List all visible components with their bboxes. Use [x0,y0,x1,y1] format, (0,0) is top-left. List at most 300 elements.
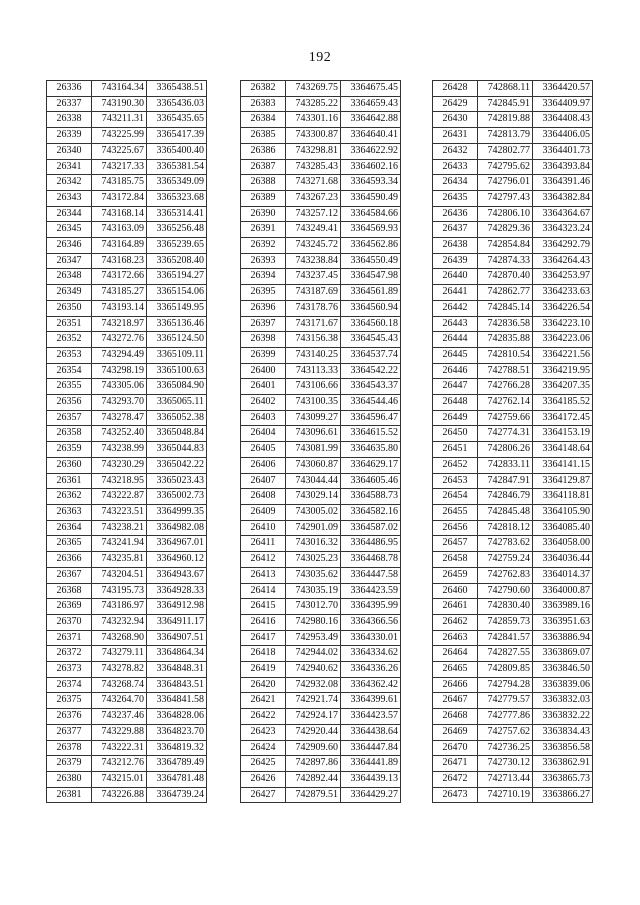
table-row [241,81,401,97]
x-coordinate-cell: 742944.02 [286,646,341,662]
x-coordinate-cell: 743267.23 [286,190,341,206]
x-coordinate-cell: 743245.72 [286,238,341,254]
x-coordinate-cell: 743225.67 [92,143,147,159]
x-coordinate-cell: 742859.73 [478,614,533,630]
y-coordinate-cell: 3364420.57 [533,81,593,97]
point-id-cell: 26417 [241,630,286,646]
x-coordinate-cell: 743029.14 [286,489,341,505]
y-coordinate-cell: 3364622.92 [341,143,401,159]
y-coordinate-cell: 3365381.54 [147,159,207,175]
point-id-cell: 26445 [433,347,478,363]
point-id-cell: 26440 [433,269,478,285]
x-coordinate-cell: 743212.76 [92,756,147,772]
y-coordinate-cell: 3364843.51 [147,677,207,693]
point-id-cell: 26358 [47,426,92,442]
table-row [47,175,207,191]
point-id-cell: 26398 [241,332,286,348]
point-id-cell: 26457 [433,536,478,552]
y-coordinate-cell: 3364602.16 [341,159,401,175]
point-id-cell: 26348 [47,269,92,285]
y-coordinate-cell: 3363834.43 [533,724,593,740]
y-coordinate-cell: 3364366.56 [341,614,401,630]
x-coordinate-cell: 743204.51 [92,567,147,583]
table-row [47,693,207,709]
table-row [47,614,207,630]
y-coordinate-cell: 3364447.58 [341,567,401,583]
coordinate-table-2 [240,80,401,803]
coordinate-table-3 [432,80,593,803]
x-coordinate-cell: 742924.17 [286,709,341,725]
table-row [433,740,593,756]
table-row [241,771,401,787]
x-coordinate-cell: 742759.24 [478,552,533,568]
table-row [433,190,593,206]
x-coordinate-cell: 742854.84 [478,238,533,254]
point-id-cell: 26364 [47,520,92,536]
y-coordinate-cell: 3364438.64 [341,724,401,740]
x-coordinate-cell: 743171.67 [286,316,341,332]
x-coordinate-cell: 742901.09 [286,520,341,536]
x-coordinate-cell: 743186.97 [92,599,147,615]
table-row [47,347,207,363]
point-id-cell: 26372 [47,646,92,662]
x-coordinate-cell: 743113.33 [286,363,341,379]
x-coordinate-cell: 743249.41 [286,222,341,238]
table-row [47,426,207,442]
table-row [47,112,207,128]
y-coordinate-cell: 3364362.42 [341,677,401,693]
x-coordinate-cell: 742736.25 [478,740,533,756]
point-id-cell: 26378 [47,740,92,756]
point-id-cell: 26459 [433,567,478,583]
x-coordinate-cell: 743164.89 [92,238,147,254]
table-row [47,363,207,379]
point-id-cell: 26415 [241,599,286,615]
table-row [47,724,207,740]
x-coordinate-cell: 743185.75 [92,175,147,191]
y-coordinate-cell: 3364399.61 [341,693,401,709]
table-row [241,504,401,520]
x-coordinate-cell: 743218.95 [92,473,147,489]
table-row [47,442,207,458]
y-coordinate-cell: 3364395.99 [341,599,401,615]
table-row [433,363,593,379]
point-id-cell: 26345 [47,222,92,238]
x-coordinate-cell: 743278.47 [92,410,147,426]
x-coordinate-cell: 742795.62 [478,159,533,175]
x-coordinate-cell: 743279.11 [92,646,147,662]
table-row [433,269,593,285]
point-id-cell: 26382 [241,81,286,97]
y-coordinate-cell: 3364588.73 [341,489,401,505]
y-coordinate-cell: 3365149.95 [147,300,207,316]
point-id-cell: 26409 [241,504,286,520]
x-coordinate-cell: 742777.86 [478,709,533,725]
x-coordinate-cell: 743285.22 [286,96,341,112]
x-coordinate-cell: 743168.23 [92,253,147,269]
point-id-cell: 26339 [47,128,92,144]
table-row [241,756,401,772]
table-row [433,787,593,803]
table-row [241,316,401,332]
table-row [47,504,207,520]
point-id-cell: 26421 [241,693,286,709]
x-coordinate-cell: 742806.10 [478,206,533,222]
y-coordinate-cell: 3365124.50 [147,332,207,348]
table-row [433,756,593,772]
x-coordinate-cell: 742830.40 [478,599,533,615]
table-row [47,143,207,159]
point-id-cell: 26413 [241,567,286,583]
x-coordinate-cell: 743305.06 [92,379,147,395]
table-row [433,395,593,411]
y-coordinate-cell: 3365023.43 [147,473,207,489]
y-coordinate-cell: 3365109.11 [147,347,207,363]
y-coordinate-cell: 3365256.48 [147,222,207,238]
table-row [241,520,401,536]
point-id-cell: 26342 [47,175,92,191]
point-id-cell: 26437 [433,222,478,238]
x-coordinate-cell: 743035.62 [286,567,341,583]
point-id-cell: 26411 [241,536,286,552]
y-coordinate-cell: 3365323.68 [147,190,207,206]
y-coordinate-cell: 3364640.41 [341,128,401,144]
table-row [241,740,401,756]
x-coordinate-cell: 742762.83 [478,567,533,583]
y-coordinate-cell: 3364659.43 [341,96,401,112]
point-id-cell: 26344 [47,206,92,222]
x-coordinate-cell: 742710.19 [478,787,533,803]
x-coordinate-cell: 743271.68 [286,175,341,191]
table-row [47,646,207,662]
y-coordinate-cell: 3365044.83 [147,442,207,458]
point-id-cell: 26381 [47,787,92,803]
y-coordinate-cell: 3364085.40 [533,520,593,536]
y-coordinate-cell: 3364635.80 [341,442,401,458]
table-row [241,724,401,740]
point-id-cell: 26379 [47,756,92,772]
table-row [47,709,207,725]
point-id-cell: 26390 [241,206,286,222]
y-coordinate-cell: 3364423.57 [341,709,401,725]
table-row [241,457,401,473]
y-coordinate-cell: 3364330.01 [341,630,401,646]
y-coordinate-cell: 3364486.95 [341,536,401,552]
table-row [241,143,401,159]
x-coordinate-cell: 742845.91 [478,96,533,112]
x-coordinate-cell: 743106.66 [286,379,341,395]
table-row [241,363,401,379]
x-coordinate-cell: 743005.02 [286,504,341,520]
x-coordinate-cell: 742862.77 [478,285,533,301]
y-coordinate-cell: 3365002.73 [147,489,207,505]
table-row [433,599,593,615]
point-id-cell: 26397 [241,316,286,332]
table-row [241,96,401,112]
table-row [433,552,593,568]
point-id-cell: 26386 [241,143,286,159]
table-row [433,442,593,458]
point-id-cell: 26362 [47,489,92,505]
y-coordinate-cell: 3363989.16 [533,599,593,615]
x-coordinate-cell: 743168.14 [92,206,147,222]
table-row [241,222,401,238]
table-row [47,520,207,536]
x-coordinate-cell: 742813.79 [478,128,533,144]
x-coordinate-cell: 743252.40 [92,426,147,442]
table-row [241,646,401,662]
y-coordinate-cell: 3364014.37 [533,567,593,583]
y-coordinate-cell: 3364423.59 [341,583,401,599]
point-id-cell: 26396 [241,300,286,316]
y-coordinate-cell: 3364406.05 [533,128,593,144]
y-coordinate-cell: 3364000.87 [533,583,593,599]
point-id-cell: 26368 [47,583,92,599]
point-id-cell: 26405 [241,442,286,458]
table-row [241,347,401,363]
x-coordinate-cell: 743222.87 [92,489,147,505]
y-coordinate-cell: 3365314.41 [147,206,207,222]
table-row [433,285,593,301]
table-row [241,379,401,395]
point-id-cell: 26375 [47,693,92,709]
table-row [241,662,401,678]
table-row [241,253,401,269]
x-coordinate-cell: 743185.27 [92,285,147,301]
point-id-cell: 26423 [241,724,286,740]
table-row [241,300,401,316]
point-id-cell: 26366 [47,552,92,568]
table-row [47,300,207,316]
x-coordinate-cell: 742909.60 [286,740,341,756]
x-coordinate-cell: 743238.84 [286,253,341,269]
table-row [433,583,593,599]
point-id-cell: 26418 [241,646,286,662]
table-row [433,316,593,332]
point-id-cell: 26428 [433,81,478,97]
y-coordinate-cell: 3364928.33 [147,583,207,599]
x-coordinate-cell: 743223.51 [92,504,147,520]
point-id-cell: 26460 [433,583,478,599]
y-coordinate-cell: 3363865.73 [533,771,593,787]
table-row [433,536,593,552]
x-coordinate-cell: 743012.70 [286,599,341,615]
table-row [47,771,207,787]
y-coordinate-cell: 3364587.02 [341,520,401,536]
y-coordinate-cell: 3364221.56 [533,347,593,363]
table-row [241,567,401,583]
point-id-cell: 26389 [241,190,286,206]
y-coordinate-cell: 3364841.58 [147,693,207,709]
y-coordinate-cell: 3364148.64 [533,442,593,458]
table-row [241,159,401,175]
y-coordinate-cell: 3364226.54 [533,300,593,316]
x-coordinate-cell: 742870.40 [478,269,533,285]
y-coordinate-cell: 3364141.15 [533,457,593,473]
table-row [47,677,207,693]
point-id-cell: 26451 [433,442,478,458]
table-row [47,662,207,678]
point-id-cell: 26412 [241,552,286,568]
table-row [241,709,401,725]
y-coordinate-cell: 3364912.98 [147,599,207,615]
point-id-cell: 26384 [241,112,286,128]
table-row [241,787,401,803]
y-coordinate-cell: 3364401.73 [533,143,593,159]
point-id-cell: 26337 [47,96,92,112]
y-coordinate-cell: 3364561.89 [341,285,401,301]
table-row [433,332,593,348]
y-coordinate-cell: 3364364.67 [533,206,593,222]
table-row [241,269,401,285]
x-coordinate-cell: 742797.43 [478,190,533,206]
x-coordinate-cell: 743035.19 [286,583,341,599]
y-coordinate-cell: 3364544.46 [341,395,401,411]
x-coordinate-cell: 743156.38 [286,332,341,348]
x-coordinate-cell: 742796.01 [478,175,533,191]
point-id-cell: 26388 [241,175,286,191]
x-coordinate-cell: 742783.62 [478,536,533,552]
point-id-cell: 26350 [47,300,92,316]
y-coordinate-cell: 3364036.44 [533,552,593,568]
x-coordinate-cell: 743193.14 [92,300,147,316]
y-coordinate-cell: 3365042.22 [147,457,207,473]
table-row [47,756,207,772]
point-id-cell: 26353 [47,347,92,363]
y-coordinate-cell: 3364468.78 [341,552,401,568]
point-id-cell: 26380 [47,771,92,787]
table-row [47,599,207,615]
point-id-cell: 26347 [47,253,92,269]
point-id-cell: 26402 [241,395,286,411]
y-coordinate-cell: 3364590.49 [341,190,401,206]
x-coordinate-cell: 743060.87 [286,457,341,473]
point-id-cell: 26376 [47,709,92,725]
y-coordinate-cell: 3364569.93 [341,222,401,238]
y-coordinate-cell: 3364537.74 [341,347,401,363]
point-id-cell: 26424 [241,740,286,756]
table-row [433,253,593,269]
point-id-cell: 26447 [433,379,478,395]
table-row [433,112,593,128]
y-coordinate-cell: 3363951.63 [533,614,593,630]
table-row [241,128,401,144]
x-coordinate-cell: 742920.44 [286,724,341,740]
x-coordinate-cell: 743081.99 [286,442,341,458]
table-row [433,677,593,693]
x-coordinate-cell: 743238.21 [92,520,147,536]
x-coordinate-cell: 742759.66 [478,410,533,426]
x-coordinate-cell: 743229.88 [92,724,147,740]
page-number: 192 [308,50,332,65]
x-coordinate-cell: 743294.49 [92,347,147,363]
x-coordinate-cell: 743172.66 [92,269,147,285]
point-id-cell: 26450 [433,426,478,442]
y-coordinate-cell: 3365400.40 [147,143,207,159]
table-row [433,81,593,97]
table-row [433,724,593,740]
point-id-cell: 26406 [241,457,286,473]
x-coordinate-cell: 743044.44 [286,473,341,489]
coordinate-table-1 [46,80,207,803]
y-coordinate-cell: 3364429.27 [341,787,401,803]
table-row [433,646,593,662]
table-row [47,222,207,238]
y-coordinate-cell: 3364219.95 [533,363,593,379]
y-coordinate-cell: 3364058.00 [533,536,593,552]
y-coordinate-cell: 3365435.65 [147,112,207,128]
y-coordinate-cell: 3364545.43 [341,332,401,348]
x-coordinate-cell: 742836.58 [478,316,533,332]
x-coordinate-cell: 743235.81 [92,552,147,568]
table-row [47,269,207,285]
y-coordinate-cell: 3364172.45 [533,410,593,426]
table-row [241,536,401,552]
y-coordinate-cell: 3365084.90 [147,379,207,395]
x-coordinate-cell: 742790.60 [478,583,533,599]
point-id-cell: 26404 [241,426,286,442]
y-coordinate-cell: 3364409.97 [533,96,593,112]
point-id-cell: 26448 [433,395,478,411]
y-coordinate-cell: 3364543.37 [341,379,401,395]
point-id-cell: 26425 [241,756,286,772]
table-row [47,787,207,803]
y-coordinate-cell: 3363846.50 [533,662,593,678]
point-id-cell: 26393 [241,253,286,269]
table-row [241,552,401,568]
point-id-cell: 26394 [241,269,286,285]
table-row [47,159,207,175]
table-row [47,128,207,144]
table-row [47,96,207,112]
x-coordinate-cell: 743301.16 [286,112,341,128]
table-row [433,504,593,520]
table-row [433,379,593,395]
point-id-cell: 26464 [433,646,478,662]
point-id-cell: 26458 [433,552,478,568]
x-coordinate-cell: 743298.19 [92,363,147,379]
point-id-cell: 26371 [47,630,92,646]
table-row [47,395,207,411]
point-id-cell: 26427 [241,787,286,803]
y-coordinate-cell: 3364967.01 [147,536,207,552]
y-coordinate-cell: 3364642.88 [341,112,401,128]
point-id-cell: 26449 [433,410,478,426]
y-coordinate-cell: 3364675.45 [341,81,401,97]
point-id-cell: 26430 [433,112,478,128]
x-coordinate-cell: 743225.99 [92,128,147,144]
y-coordinate-cell: 3364864.34 [147,646,207,662]
y-coordinate-cell: 3364105.90 [533,504,593,520]
table-row [47,206,207,222]
table-row [433,709,593,725]
table-row [433,238,593,254]
table-row [241,112,401,128]
x-coordinate-cell: 743232.94 [92,614,147,630]
y-coordinate-cell: 3364943.67 [147,567,207,583]
point-id-cell: 26357 [47,410,92,426]
y-coordinate-cell: 3364605.46 [341,473,401,489]
table-row [433,457,593,473]
table-row [433,96,593,112]
x-coordinate-cell: 742845.48 [478,504,533,520]
table-row [241,190,401,206]
point-id-cell: 26471 [433,756,478,772]
y-coordinate-cell: 3364739.24 [147,787,207,803]
y-coordinate-cell: 3365239.65 [147,238,207,254]
point-id-cell: 26352 [47,332,92,348]
y-coordinate-cell: 3364596.47 [341,410,401,426]
